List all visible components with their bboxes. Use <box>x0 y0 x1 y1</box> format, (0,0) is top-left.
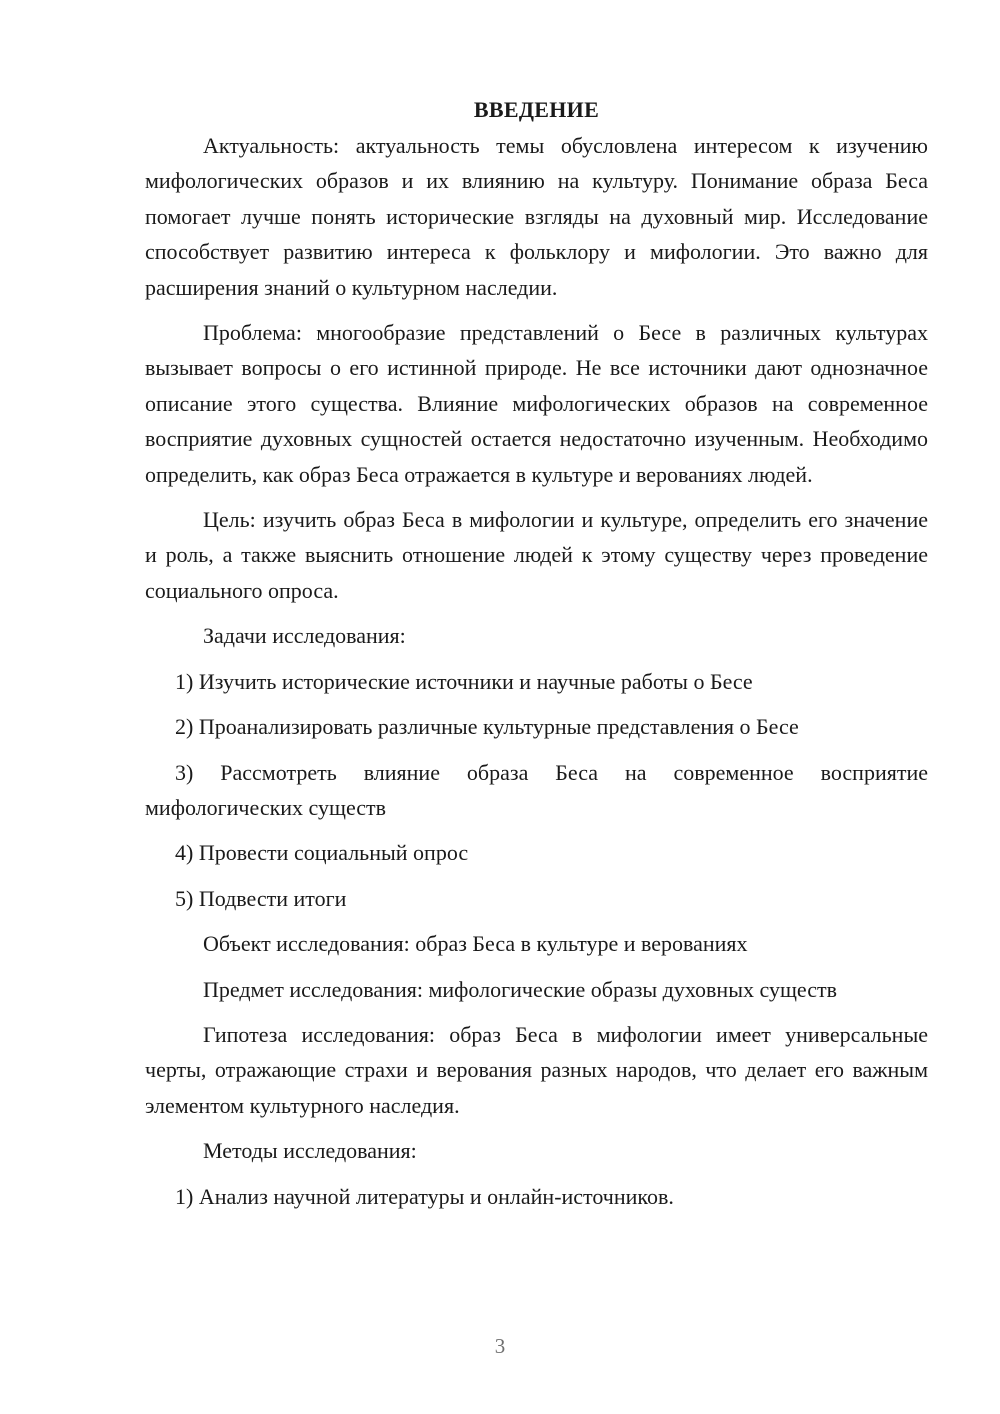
tasks-heading: Задачи исследования: <box>203 623 406 649</box>
task-item-4: 4) Провести социальный опрос <box>175 840 469 866</box>
task-item-3: 3) Рассмотреть влияние образа Беса на современное восприятие мифологических существ <box>145 759 928 820</box>
object-paragraph: Объект исследования: образ Беса в культуре и верованиях <box>203 931 748 957</box>
goal-paragraph: Цель: изучить образ Беса в мифологии и культуре, определить его значение и роль, а также выяснить отношение людей к этому существу через проведение социального опроса. <box>145 507 928 603</box>
task-item-1: 1) Изучить исторические источники и научные работы о Бесе <box>175 668 753 694</box>
relevance-paragraph: Актуальность: актуальность темы обусловлена интересом к изучению мифологических образов и их влиянию на культуру. Понимание образа Беса помогает лучше понять исторические взгляды на духовный мир. Исследование способствует развитию интереса к фольклору и мифологии. Это важно для расширения знаний о культурном наследии. <box>145 133 928 300</box>
problem-paragraph: Проблема: многообразие представлений о Бесе в различных культурах вызывает вопросы о его истинной природе. Не все источники дают однозначное описание этого существа. Влияние мифологических образов на современное восприятие духовных сущностей остается недостаточно изученным. Необходимо определить, как образ Беса отражается в культуре и верованиях людей. <box>145 320 928 487</box>
document-page <box>145 92 928 1214</box>
hypothesis-paragraph: Гипотеза исследования: образ Беса в мифологии имеет универсальные черты, отражающие страхи и верования разных народов, что делает его важным элементом культурного наследия. <box>145 1021 928 1118</box>
subject-paragraph: Предмет исследования: мифологические образы духовных существ <box>203 976 837 1002</box>
page-title: ВВЕДЕНИЕ <box>473 97 600 122</box>
task-item-2: 2) Проанализировать различные культурные представления о Бесе <box>175 714 799 740</box>
task-item-5: 5) Подвести итоги <box>175 885 347 911</box>
methods-heading: Методы исследования: <box>203 1138 417 1164</box>
method-item-1: 1) Анализ научной литературы и онлайн-источников. <box>175 1183 674 1209</box>
page-number: 3 <box>494 1334 506 1358</box>
